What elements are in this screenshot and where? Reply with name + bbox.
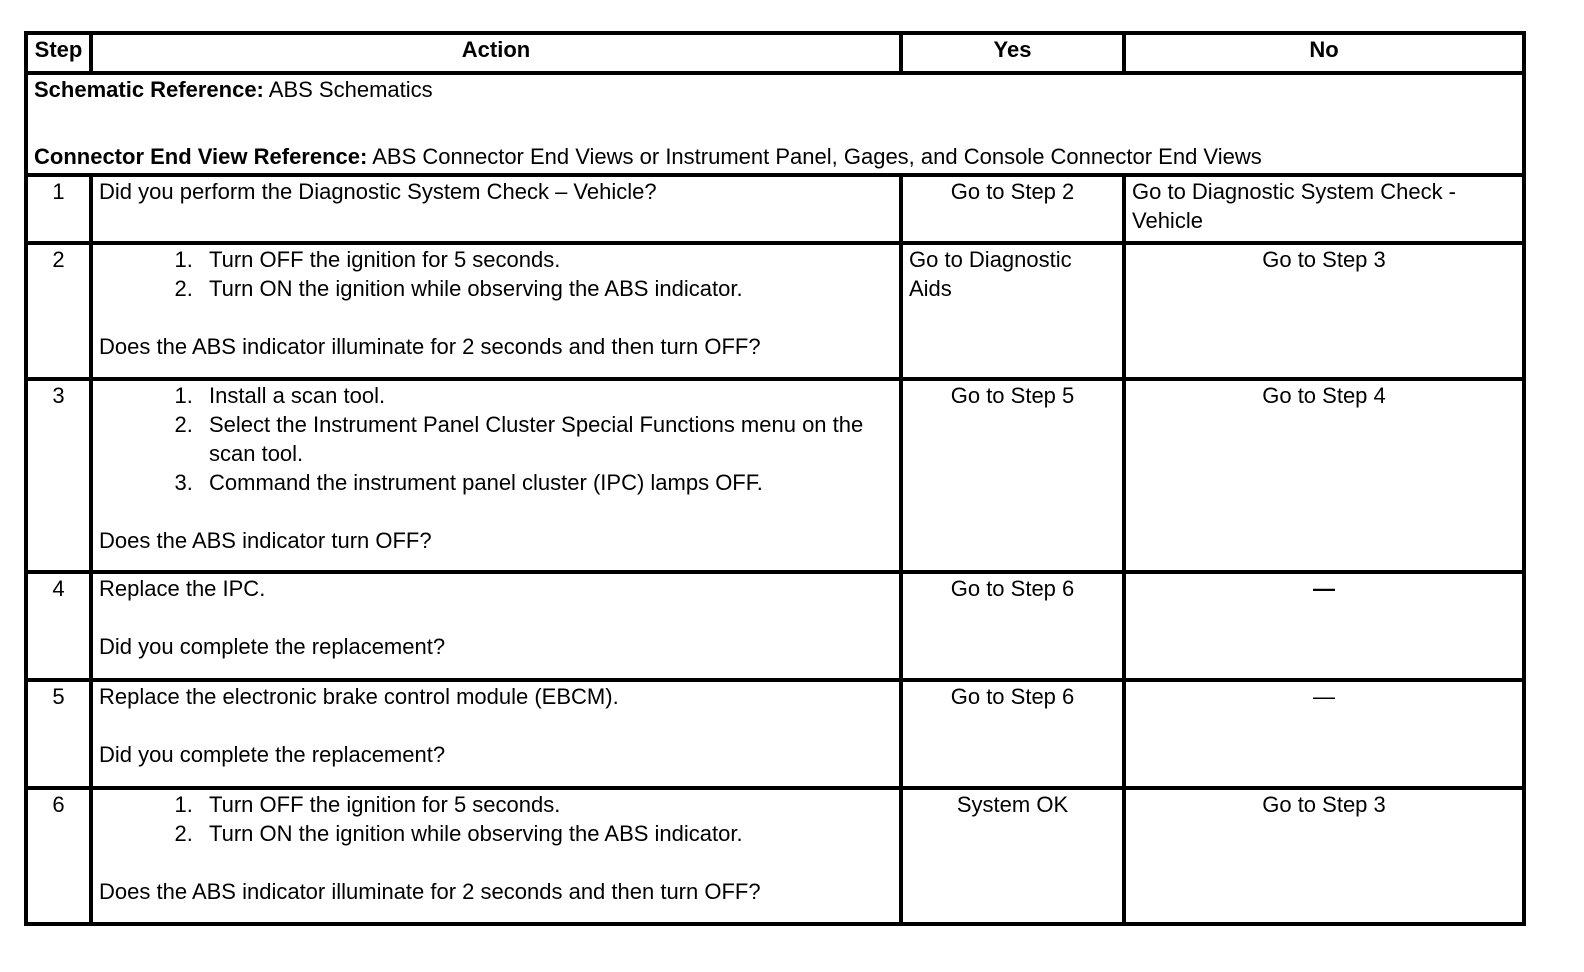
schematic-reference-value: ABS Schematics [263,77,433,102]
step-yes: System OK [901,788,1124,924]
step-instruction: Replace the electronic brake control module (EBCM). [99,684,619,709]
step-question: Does the ABS indicator illuminate for 2 seconds and then turn OFF? [99,879,761,904]
table-row [26,379,1524,572]
step-action [91,788,901,924]
instruction-item: 2. Turn ON the ignition while observing the ABS indicator. [199,819,893,848]
connector-reference-value: ABS Connector End Views or Instrument Panel, Gages, and Console Connector End Views [367,144,1262,169]
step-number: 3 [26,379,91,572]
step-instructions [99,245,893,303]
reference-cell [26,73,1524,175]
step-yes: Go to Step 2 [901,175,1124,243]
diagnostic-table [24,31,1526,926]
step-yes: Go to Step 6 [901,680,1124,788]
step-no: Go to Step 3 [1124,243,1524,379]
step-number: 4 [26,572,91,680]
step-question: Does the ABS indicator turn OFF? [99,528,432,553]
table-row [26,243,1524,379]
step-no: Go to Step 4 [1124,379,1524,572]
instruction-item: 2. Select the Instrument Panel Cluster Special Functions menu on the scan tool. [199,410,893,468]
step-question: Does the ABS indicator illuminate for 2 seconds and then turn OFF? [99,334,761,359]
header-action: Action [91,33,901,73]
step-action [91,379,901,572]
header-no: No [1124,33,1524,73]
header-row [26,33,1524,73]
step-no: — [1124,572,1524,680]
step-question: Did you perform the Diagnostic System Check – Vehicle? [99,179,657,204]
step-question: Did you complete the replacement? [99,742,446,767]
step-number: 2 [26,243,91,379]
step-number: 6 [26,788,91,924]
step-instruction: Replace the IPC. [99,576,266,601]
step-no: Go to Step 3 [1124,788,1524,924]
reference-row [26,73,1524,175]
table-row [26,572,1524,680]
step-question: Did you complete the replacement? [99,634,446,659]
instruction-item: 1. Install a scan tool. [199,381,893,410]
step-action [91,243,901,379]
step-action [91,175,901,243]
step-instructions [99,790,893,848]
header-step: Step [26,33,91,73]
instruction-item: 1. Turn OFF the ignition for 5 seconds. [199,245,893,274]
table-row [26,788,1524,924]
connector-reference [34,142,1516,171]
step-instructions [99,381,893,497]
schematic-reference-label: Schematic Reference: [34,77,264,102]
step-action [91,680,901,788]
table-row [26,175,1524,243]
instruction-item: 2. Turn ON the ignition while observing the ABS indicator. [199,274,893,303]
step-action [91,572,901,680]
table-row [26,680,1524,788]
connector-reference-label: Connector End View Reference: [34,144,368,169]
step-no: Go to Diagnostic System Check - Vehicle [1124,175,1524,243]
step-yes: Go to Diagnostic Aids [901,243,1124,379]
step-no: — [1124,680,1524,788]
header-yes: Yes [901,33,1124,73]
step-number: 1 [26,175,91,243]
step-yes: Go to Step 5 [901,379,1124,572]
instruction-item: 3. Command the instrument panel cluster (IPC) lamps OFF. [199,468,893,497]
schematic-reference [34,75,1516,104]
step-number: 5 [26,680,91,788]
step-yes: Go to Step 6 [901,572,1124,680]
instruction-item: 1. Turn OFF the ignition for 5 seconds. [199,790,893,819]
